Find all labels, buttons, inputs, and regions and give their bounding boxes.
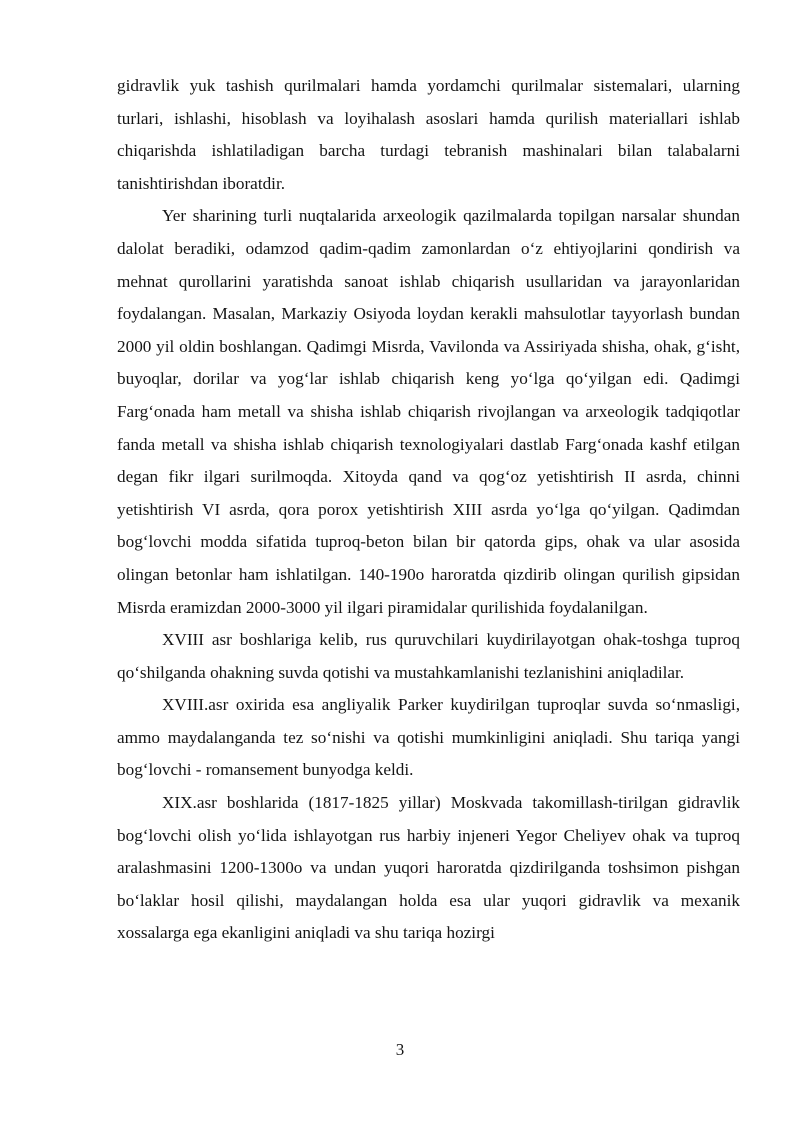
paragraph-intro-continuation: gidravlik yuk tashish qurilmalari hamda yordamchi qurilmalar sistemalari, ularning turlari, ishlashi, hisoblash va loyihalash asoslari hamda qurilish materiallari ishlab chiqarishda ishlatiladigan barcha turdagi tebranish mashinalari bilan talabalarni tanishtirishdan iboratdir. bbox=[117, 76, 740, 193]
paragraph-archaeology-history: Yer sharining turli nuqtalarida arxeologik qazilmalarda topilgan narsalar shundan dalolat beradiki, odamzod qadim-qadim zamonlardan o‘z ehtiyojlarini qondirish va mehnat qurollarini yaratishda sanoat ishlab chiqarish usullaridan va jarayonlaridan foydalangan. Masalan, Markaziy Osiyoda loydan kerakli mahsulotlar tayyorlash bundan 2000 yil oldin boshlangan. Qadimgi Misrda, Vavilonda va Assiriyada shisha, ohak, g‘isht, buyoqlar, dorilar va yog‘lar ishlab chiqarish keng yo‘lga qo‘yilgan edi. Qadimgi Farg‘onada ham metall va shisha ishlab chiqarish rivojlangan va arxeologik tadqiqotlar fanda metall va shisha ishlab chiqarish texnologiyalari dastlab Farg‘onada kashf etilgan degan fikr ilgari surilmoqda. Xitoyda qand va qog‘oz yetishtirish II asrda, chinni yetishtirish VI asrda, qora porox yetishtirish XIII asrda yo‘lga qo‘yilgan. Qadimdan bog‘lovchi modda sifatida tuproq-beton bilan bir qatorda gips, ohak va ular asosida olingan betonlar ham ishlatilgan. 140-190o haroratda qizdirib olingan qurilish gipsidan Misrda eramizdan 2000-3000 yil ilgari piramidalar qurilishida foydalanilgan. bbox=[117, 206, 740, 617]
paragraph-parker-romancement: XVIII.asr oxirida esa angliyalik Parker kuydirilgan tuproqlar suvda so‘nmasligi, ammo maydalanganda tez so‘nishi va qotishi mumkinligini aniqladi. Shu tariqa yangi bog‘lovchi - romansement bunyodga keldi. bbox=[117, 695, 740, 780]
paragraph-cheliyev-19th-century: XIX.asr boshlarida (1817-1825 yillar) Moskvada takomillash-tirilgan gidravlik bog‘lovchi olish yo‘lida ishlayotgan rus harbiy injeneri Yegor Cheliyev ohak va tuproq aralashmasini 1200-1300o va undan yuqori haroratda qizdirilganda toshsimon pishgan bo‘laklar hosil qilishi, maydalangan holda esa ular yuqori gidravlik va mexanik xossalarga ega ekanligini aniqladi va shu tariqa hozirgi bbox=[117, 793, 740, 943]
page-number: 3 bbox=[395, 1040, 405, 1059]
document-body bbox=[117, 70, 740, 950]
paragraph-18th-century-russian-builders: XVIII asr boshlariga kelib, rus quruvchilari kuydirilayotgan ohak-toshga tuproq qo‘shilganda ohakning suvda qotishi va mustahkamlanishi tezlanishini aniqladilar. bbox=[117, 630, 740, 682]
